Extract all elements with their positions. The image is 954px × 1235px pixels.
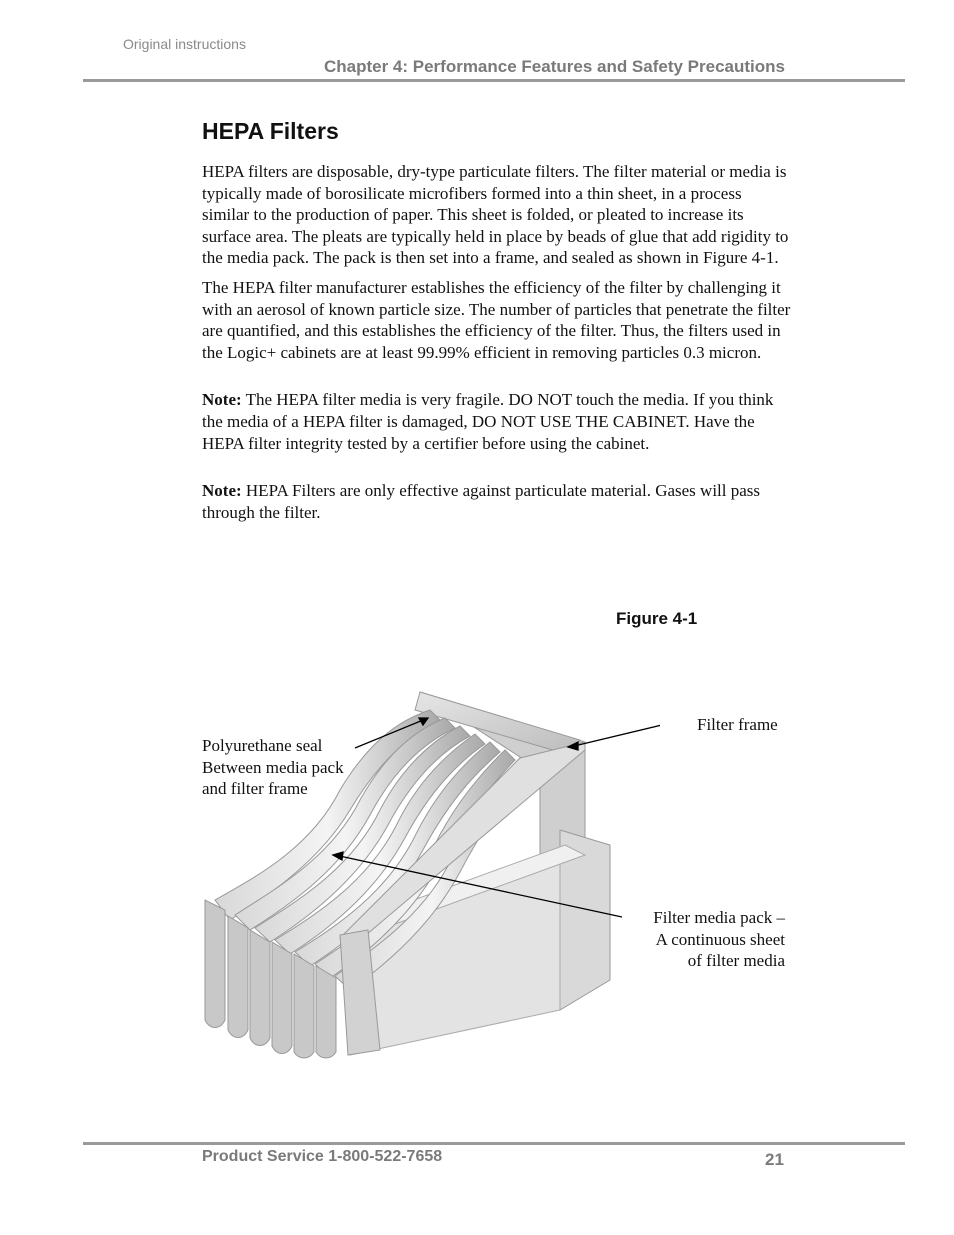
main-content <box>202 118 792 531</box>
note-text: HEPA Filters are only effective against particulate material. Gases will pass through the filter. <box>202 481 761 522</box>
note-label: Note: <box>202 481 242 501</box>
figure-caption: Figure 4-1 <box>616 609 698 628</box>
original-instructions-label: Original instructions <box>123 36 246 52</box>
callout-line: of filter media <box>687 951 785 971</box>
note-text: The HEPA filter media is very fragile. DO NOT touch the media. If you think the media of a HEPA filter is damaged, DO NOT USE THE CABINET. Have the HEPA filter integrity tested by a certifier before using the cabinet. <box>202 390 774 453</box>
callout-line: Between media pack <box>202 757 344 777</box>
page-number: 21 <box>765 1150 784 1169</box>
product-service-phone: Product Service 1-800-522-7658 <box>202 1148 443 1165</box>
callout-filter-frame: Filter frame <box>697 715 778 734</box>
note-gases <box>202 480 792 523</box>
note-label: Note: <box>202 390 242 410</box>
chapter-title: Chapter 4: Performance Features and Safety Precautions <box>323 57 785 76</box>
header-divider <box>83 79 905 82</box>
paragraph-2: The HEPA filter manufacturer establishes the efficiency of the filter by challenging it with an aerosol of known particle size. The number of particles that penetrate the filter are quantified, and this establishes the efficiency of the filter. Thus, the filters used in the Logic+ cabinets are at least 99.99% efficient in removing particles 0.3 micron. <box>202 277 791 362</box>
callout-filter-media-pack <box>620 907 785 972</box>
callout-line: Filter media pack – <box>653 908 785 927</box>
callout-line: Polyurethane seal <box>202 736 323 755</box>
callout-line: A continuous sheet <box>655 929 785 949</box>
callout-line: and filter frame <box>202 779 308 799</box>
callout-polyurethane-seal <box>202 735 372 800</box>
section-title: HEPA Filters <box>202 118 339 144</box>
note-fragile <box>202 389 792 454</box>
paragraph-1: HEPA filters are disposable, dry-type particulate filters. The filter material or media is typically made of borosilicate microfibers formed into a thin sheet, in a process similar to the production of paper. This sheet is folded, or pleated to increase its surface area. The pleats are typically held in place by beads of glue that add rigidity to the media pack. The pack is then set into a frame, and sealed as shown in Figure 4-1. <box>202 162 789 268</box>
footer-divider <box>83 1142 905 1145</box>
